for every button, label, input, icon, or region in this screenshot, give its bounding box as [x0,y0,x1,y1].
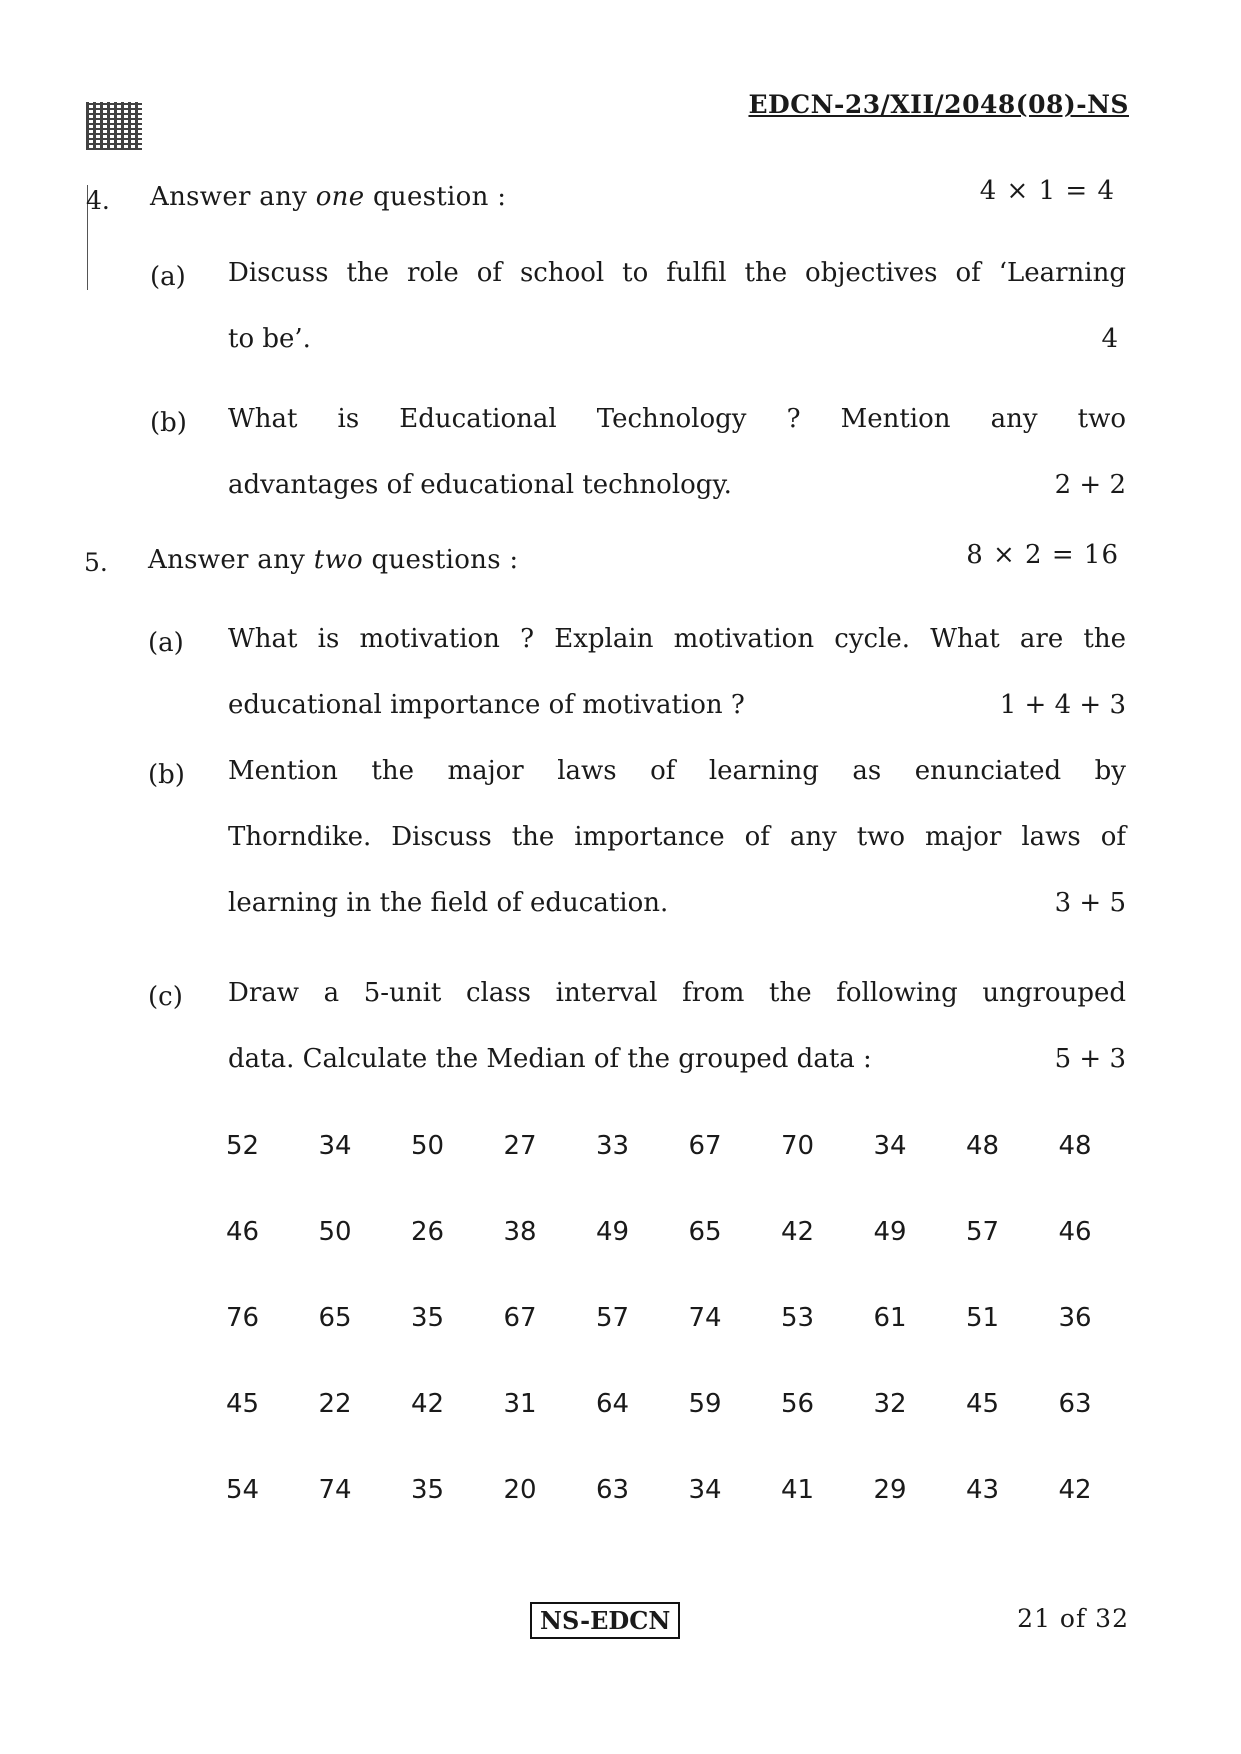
q4b-line2: advantages of educational technology. [228,470,732,500]
data-cell: 41 [781,1475,815,1505]
q5-instruction-post: questions : [362,545,519,575]
data-cell: 63 [596,1475,630,1505]
data-cell: 42 [781,1217,815,1247]
q4a-text [228,240,1126,372]
data-cell: 34 [688,1475,722,1505]
data-cell: 53 [781,1303,815,1333]
q5-instruction-em: two [313,545,363,575]
q5a-label: (a) [148,628,184,658]
q5c-label: (c) [148,982,183,1012]
data-cell: 33 [596,1131,630,1161]
data-cell: 34 [318,1131,352,1161]
q5b-line1: Mention the major laws of learning as enunciated by [228,756,1126,786]
q5-marks: 8 × 2 = 16 [966,540,1119,570]
q5c-line2-wrap [228,1026,1126,1092]
q5c-line2: data. Calculate the Median of the grouped data : [228,1044,872,1074]
q4b-label: (b) [150,408,187,438]
data-cell: 35 [411,1475,445,1505]
q5-instruction [148,545,518,575]
data-cell: 54 [226,1475,260,1505]
q5-number: 5. [84,548,108,577]
data-cell: 46 [1058,1217,1092,1247]
q5a-text [228,606,1126,738]
q5b-text [228,738,1126,936]
data-cell: 64 [596,1389,630,1419]
data-cell: 43 [966,1475,1000,1505]
data-cell: 32 [873,1389,907,1419]
data-cell: 57 [966,1217,1000,1247]
q4a-line2-wrap [228,306,1126,372]
data-cell: 61 [873,1303,907,1333]
page-number: 21 of 32 [1017,1604,1129,1633]
data-cell: 34 [873,1131,907,1161]
qr-code-image [86,102,142,150]
q5a-line2: educational importance of motivation ? [228,690,745,720]
q5b-line2: Thorndike. Discuss the importance of any two major laws of [228,822,1126,852]
q4b-marks: 2 + 2 [1054,470,1126,500]
q4-instruction-post: question : [364,182,507,212]
q4b-line1: What is Educational Technology ? Mention any two [228,404,1126,434]
q4-instruction-em: one [315,182,365,212]
data-cell: 42 [1058,1475,1092,1505]
q5b-line3-wrap [228,870,1126,936]
data-cell: 27 [503,1131,537,1161]
q5a-line1: What is motivation ? Explain motivation cycle. What are the [228,624,1126,654]
data-cell: 65 [318,1303,352,1333]
q4a-line1: Discuss the role of school to fulfil the objectives of ‘Learning [228,258,1126,288]
q5b-line3: learning in the field of education. [228,888,669,918]
data-cell: 50 [411,1131,445,1161]
data-cell: 51 [966,1303,1000,1333]
data-cell: 35 [411,1303,445,1333]
data-cell: 45 [966,1389,1000,1419]
q4-instruction [150,182,506,212]
data-cell: 59 [688,1389,722,1419]
q5b-marks: 3 + 5 [1054,888,1126,918]
data-cell: 31 [503,1389,537,1419]
q5c-marks: 5 + 3 [1054,1044,1126,1074]
q5c-line1: Draw a 5-unit class interval from the following ungrouped [228,978,1126,1008]
data-cell: 26 [411,1217,445,1247]
q4-marks: 4 × 1 = 4 [979,176,1115,206]
data-cell: 57 [596,1303,630,1333]
data-cell: 76 [226,1303,260,1333]
data-cell: 22 [318,1389,352,1419]
data-cell: 65 [688,1217,722,1247]
data-cell: 52 [226,1131,260,1161]
q4b-text [228,386,1126,518]
data-cell: 48 [966,1131,1000,1161]
q4b-line2-wrap [228,452,1126,518]
data-cell: 70 [781,1131,815,1161]
series-code-box: NS-EDCN [530,1602,680,1639]
ungrouped-data-grid [226,1125,1126,1511]
q4-instruction-pre: Answer any [150,182,316,212]
data-cell: 56 [781,1389,815,1419]
q4a-marks: 4 [1101,324,1118,354]
q5a-marks: 1 + 4 + 3 [999,690,1126,720]
q5b-label: (b) [148,760,185,790]
data-cell: 48 [1058,1131,1092,1161]
q4-number: 4. [86,186,110,215]
data-cell: 49 [873,1217,907,1247]
data-cell: 20 [503,1475,537,1505]
paper-code: EDCN-23/XII/2048(08)-NS [748,90,1129,119]
data-cell: 45 [226,1389,260,1419]
data-cell: 50 [318,1217,352,1247]
data-cell: 49 [596,1217,630,1247]
q4a-label: (a) [150,262,186,292]
q5c-text [228,960,1126,1092]
data-cell: 38 [503,1217,537,1247]
q4a-line2: to be’. [228,324,311,354]
q5-instruction-pre: Answer any [148,545,314,575]
data-cell: 29 [873,1475,907,1505]
data-cell: 67 [503,1303,537,1333]
q5a-line2-wrap [228,672,1126,738]
data-cell: 63 [1058,1389,1092,1419]
data-cell: 36 [1058,1303,1092,1333]
data-cell: 42 [411,1389,445,1419]
data-cell: 74 [688,1303,722,1333]
data-cell: 74 [318,1475,352,1505]
data-cell: 67 [688,1131,722,1161]
data-cell: 46 [226,1217,260,1247]
